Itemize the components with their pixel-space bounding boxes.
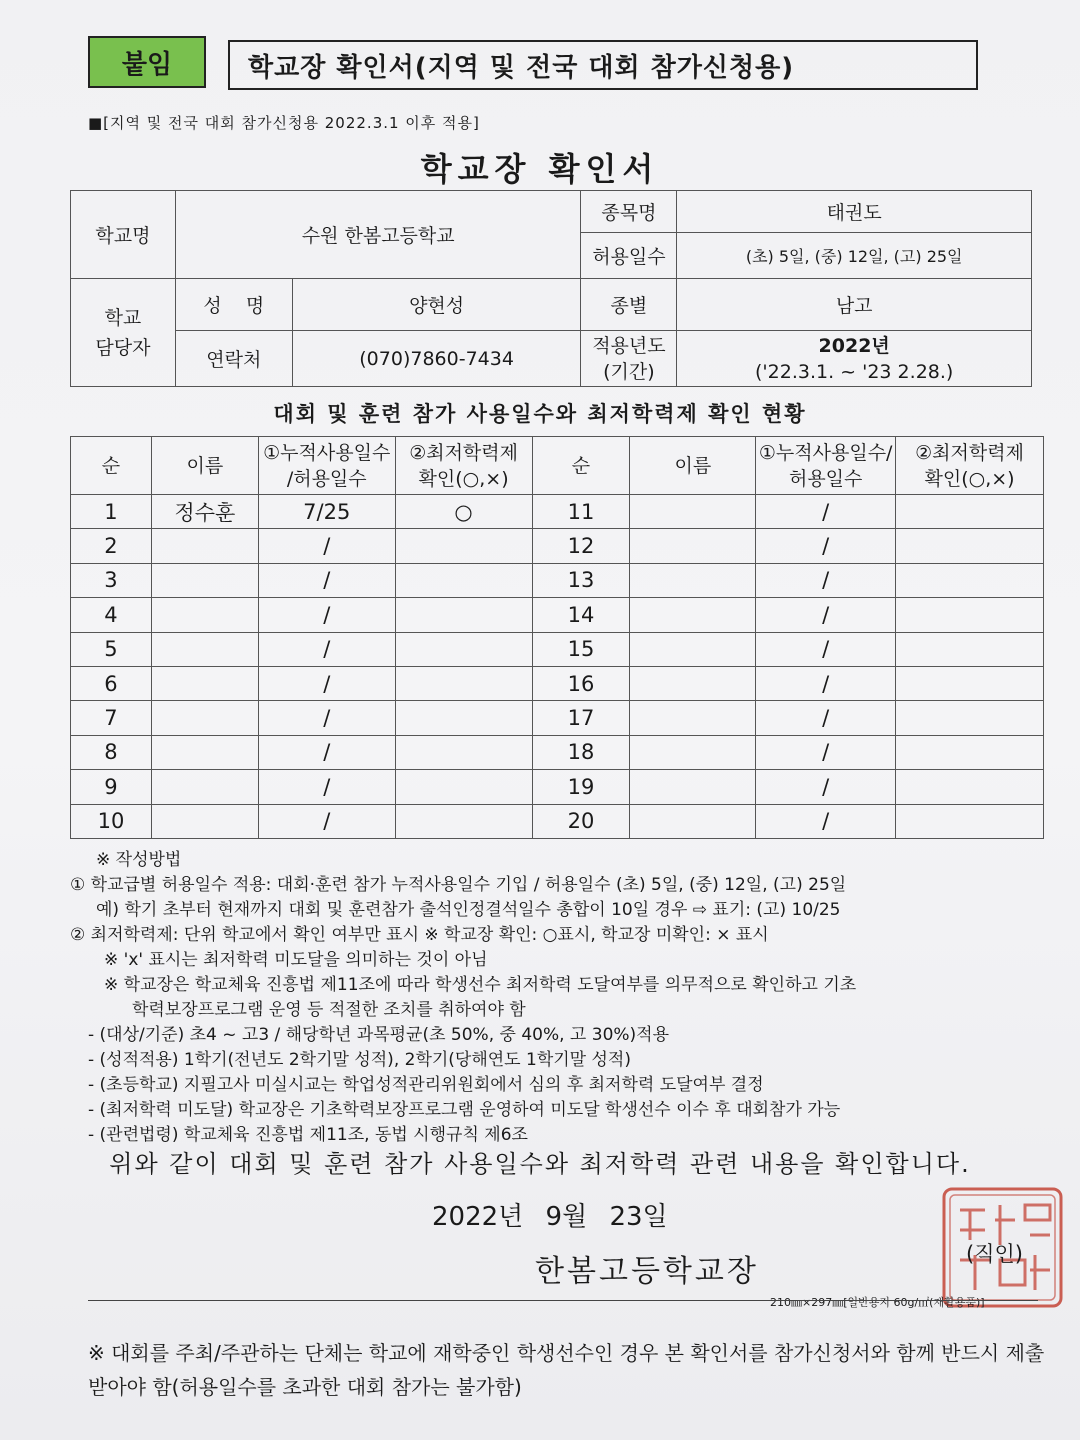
instruction-line: 학력보장프로그램 운영 등 적절한 조치를 취하여야 함 <box>132 1000 526 1020</box>
row-no-cell: 6 <box>71 666 152 700</box>
min-academic-check-cell <box>395 632 532 666</box>
row-no-2-cell: 16 <box>532 666 630 700</box>
min-academic-check-2-cell <box>896 495 1044 529</box>
cumulative-days-cell: / <box>258 804 395 838</box>
table-row <box>71 563 1044 597</box>
min-academic-check-2-cell <box>896 701 1044 735</box>
applicable-year-cell <box>677 331 1032 387</box>
applicable-year-label: 적용년도 (기간) <box>581 331 677 387</box>
student-name-2-cell <box>630 701 756 735</box>
sport-label: 종목명 <box>581 191 677 233</box>
student-name-2-cell <box>630 735 756 769</box>
cumulative-days-2-cell: / <box>756 701 896 735</box>
cumulative-days-2-cell: / <box>756 598 896 632</box>
section-title: 대회 및 훈련 참가 사용일수와 최저학력제 확인 현황 <box>273 402 807 426</box>
instruction-line: ※ 작성방법 <box>96 850 182 870</box>
student-name-cell <box>151 529 258 563</box>
min-academic-check-cell <box>395 563 532 597</box>
instruction-line: ② 최저학력제: 단위 학교에서 확인 여부만 표시 ※ 학교장 확인: ○표시, 학교장 미확인: × 표시 <box>70 925 769 945</box>
allowed-days-value: (초) 5일, (중) 12일, (고) 25일 <box>677 233 1032 279</box>
student-name-2-cell <box>630 495 756 529</box>
cumulative-days-cell: / <box>258 735 395 769</box>
cumulative-days-2-cell: / <box>756 770 896 804</box>
instruction-line: - (관련법령) 학교체육 진흥법 제11조, 동법 시행규칙 제6조 <box>88 1125 528 1145</box>
row-no-cell: 1 <box>71 495 152 529</box>
contact-name-value: 양현성 <box>292 279 581 331</box>
cumulative-days-2-cell: / <box>756 804 896 838</box>
instructions <box>70 848 1050 1148</box>
school-name-value: 수원 한봄고등학교 <box>175 191 581 279</box>
header-no: 순 <box>71 437 152 495</box>
cumulative-days-cell: / <box>258 529 395 563</box>
school-name-label: 학교명 <box>71 191 176 279</box>
cumulative-days-cell: / <box>258 666 395 700</box>
instruction-line: ※ 'x' 표시는 최저학력 미도달을 의미하는 것이 아님 <box>104 950 488 970</box>
header-min-academic: ②최저학력제 확인(○,×) <box>395 437 532 495</box>
allowed-days-label: 허용일수 <box>581 233 677 279</box>
row-no-2-cell: 11 <box>532 495 630 529</box>
table-row <box>71 701 1044 735</box>
row-no-2-cell: 14 <box>532 598 630 632</box>
min-academic-check-2-cell <box>896 598 1044 632</box>
min-academic-check-2-cell <box>896 804 1044 838</box>
min-academic-check-cell <box>395 529 532 563</box>
header-cumulative-days-2: ①누적사용일수/ 허용일수 <box>756 437 896 495</box>
cumulative-days-2-cell: / <box>756 529 896 563</box>
applicable-year-value: 2022년 <box>818 334 890 357</box>
table-row <box>71 598 1044 632</box>
min-academic-check-cell <box>395 735 532 769</box>
row-no-2-cell: 19 <box>532 770 630 804</box>
min-academic-check-2-cell <box>896 770 1044 804</box>
confirmation-statement: 위와 같이 대회 및 훈련 참가 사용일수와 최저학력 관련 내용을 확인합니다. <box>109 1150 971 1178</box>
table-row <box>71 666 1044 700</box>
cumulative-days-cell: / <box>258 632 395 666</box>
student-name-cell: 정수훈 <box>151 495 258 529</box>
table-row <box>71 804 1044 838</box>
form-subheading: ■[지역 및 전국 대회 참가신청용 2022.3.1 이후 적용] <box>88 114 480 132</box>
min-academic-check-cell <box>395 770 532 804</box>
row-no-2-cell: 12 <box>532 529 630 563</box>
header-min-academic-2: ②최저학력제 확인(○,×) <box>896 437 1044 495</box>
footer-divider <box>88 1300 1038 1301</box>
min-academic-check-cell: ○ <box>395 495 532 529</box>
form-title-box: 학교장 확인서(지역 및 전국 대회 참가신청용) <box>228 40 978 90</box>
header-name: 이름 <box>151 437 258 495</box>
min-academic-check-cell <box>395 701 532 735</box>
cumulative-days-2-cell: / <box>756 735 896 769</box>
cumulative-days-2-cell: / <box>756 495 896 529</box>
table-row <box>71 529 1044 563</box>
status-table-body <box>71 437 1044 839</box>
student-name-cell <box>151 598 258 632</box>
student-name-2-cell <box>630 804 756 838</box>
student-name-2-cell <box>630 770 756 804</box>
instruction-line: - (성적적용) 1학기(전년도 2학기말 성적), 2학기(당해연도 1학기말 성적) <box>88 1050 631 1070</box>
student-name-2-cell <box>630 598 756 632</box>
school-info-table <box>70 190 1032 387</box>
status-table-header <box>71 437 1044 495</box>
instruction-line: - (최저학력 미도달) 학교장은 기초학력보장프로그램 운영하여 미도달 학생선수 이수 후 대회참가 가능 <box>88 1100 841 1120</box>
table-row <box>71 770 1044 804</box>
min-academic-check-cell <box>395 598 532 632</box>
row-no-2-cell: 13 <box>532 563 630 597</box>
student-name-cell <box>151 770 258 804</box>
row-no-cell: 10 <box>71 804 152 838</box>
student-name-cell <box>151 632 258 666</box>
student-name-2-cell <box>630 563 756 597</box>
cumulative-days-2-cell: / <box>756 666 896 700</box>
row-no-2-cell: 20 <box>532 804 630 838</box>
min-academic-check-2-cell <box>896 563 1044 597</box>
division-label: 종별 <box>581 279 677 331</box>
row-no-cell: 4 <box>71 598 152 632</box>
student-name-cell <box>151 563 258 597</box>
instruction-line: ※ 학교장은 학교체육 진흥법 제11조에 따라 학생선수 최저학력 도달여부를 의무적으로 확인하고 기초 <box>104 975 857 995</box>
row-no-cell: 9 <box>71 770 152 804</box>
contact-phone-value: (070)7860-7434 <box>292 331 581 387</box>
cumulative-days-2-cell: / <box>756 632 896 666</box>
contact-name-label: 성 명 <box>175 279 292 331</box>
student-name-cell <box>151 804 258 838</box>
header-no-2: 순 <box>532 437 630 495</box>
instruction-line: 예) 학기 초부터 현재까지 대회 및 훈련참가 출석인정결석일수 총합이 10일 경우 ⇨ 표기: (고) 10/25 <box>96 900 841 920</box>
table-row <box>71 632 1044 666</box>
cumulative-days-cell: / <box>258 598 395 632</box>
table-row <box>71 495 1044 529</box>
min-academic-check-cell <box>395 804 532 838</box>
header-cumulative-days: ①누적사용일수 /허용일수 <box>258 437 395 495</box>
cumulative-days-cell: / <box>258 701 395 735</box>
student-name-cell <box>151 735 258 769</box>
attachment-tag: 붙임 <box>88 36 206 88</box>
instruction-line: ① 학교급별 허용일수 적용: 대회·훈련 참가 누적사용일수 기입 / 허용일수 (초) 5일, (중) 12일, (고) 25일 <box>70 875 847 895</box>
min-academic-check-2-cell <box>896 666 1044 700</box>
student-name-cell <box>151 701 258 735</box>
min-academic-check-2-cell <box>896 529 1044 563</box>
min-academic-check-cell <box>395 666 532 700</box>
cumulative-days-2-cell: / <box>756 563 896 597</box>
sport-value: 태권도 <box>677 191 1032 233</box>
row-no-cell: 5 <box>71 632 152 666</box>
row-no-cell: 3 <box>71 563 152 597</box>
student-name-2-cell <box>630 632 756 666</box>
instruction-line: - (초등학교) 지필고사 미실시교는 학업성적관리위원회에서 심의 후 최저학력 도달여부 결정 <box>88 1075 764 1095</box>
paper-spec: 210㎜×297㎜[일반용지 60g/㎡(재활용품)] <box>770 1296 985 1309</box>
division-value: 남고 <box>677 279 1032 331</box>
submission-notice: ※ 대회를 주최/주관하는 단체는 학교에 재학중인 학생선수인 경우 본 확인서를 참가신청서와 함께 반드시 제출받아야 함(허용일수를 초과한 대회 참가는 불가함) <box>88 1341 1045 1399</box>
cumulative-days-cell: 7/25 <box>258 495 395 529</box>
header-name-2: 이름 <box>630 437 756 495</box>
student-name-2-cell <box>630 666 756 700</box>
seal-label: (직인) <box>966 1242 1023 1266</box>
student-name-cell <box>151 666 258 700</box>
student-name-2-cell <box>630 529 756 563</box>
min-academic-check-2-cell <box>896 632 1044 666</box>
cumulative-days-cell: / <box>258 770 395 804</box>
instruction-line: - (대상/기준) 초4 ~ 고3 / 해당학년 과목평균(초 50%, 중 40%, 고 30%)적용 <box>88 1025 670 1045</box>
cumulative-days-cell: / <box>258 563 395 597</box>
document-title: 학교장 확인서 <box>420 150 660 188</box>
table-row <box>71 735 1044 769</box>
issue-date: 2022년 9월 23일 <box>432 1202 668 1232</box>
applicable-period-value: ('22.3.1. ~ '23 2.28.) <box>755 360 954 383</box>
principal-signature: 한봄고등학교장 <box>535 1254 759 1289</box>
row-no-2-cell: 18 <box>532 735 630 769</box>
row-no-2-cell: 15 <box>532 632 630 666</box>
row-no-cell: 2 <box>71 529 152 563</box>
contact-person-label: 학교 담당자 <box>71 279 176 387</box>
row-no-cell: 8 <box>71 735 152 769</box>
contact-phone-label: 연락처 <box>175 331 292 387</box>
row-no-2-cell: 17 <box>532 701 630 735</box>
participation-status-table <box>70 436 1044 839</box>
min-academic-check-2-cell <box>896 735 1044 769</box>
row-no-cell: 7 <box>71 701 152 735</box>
